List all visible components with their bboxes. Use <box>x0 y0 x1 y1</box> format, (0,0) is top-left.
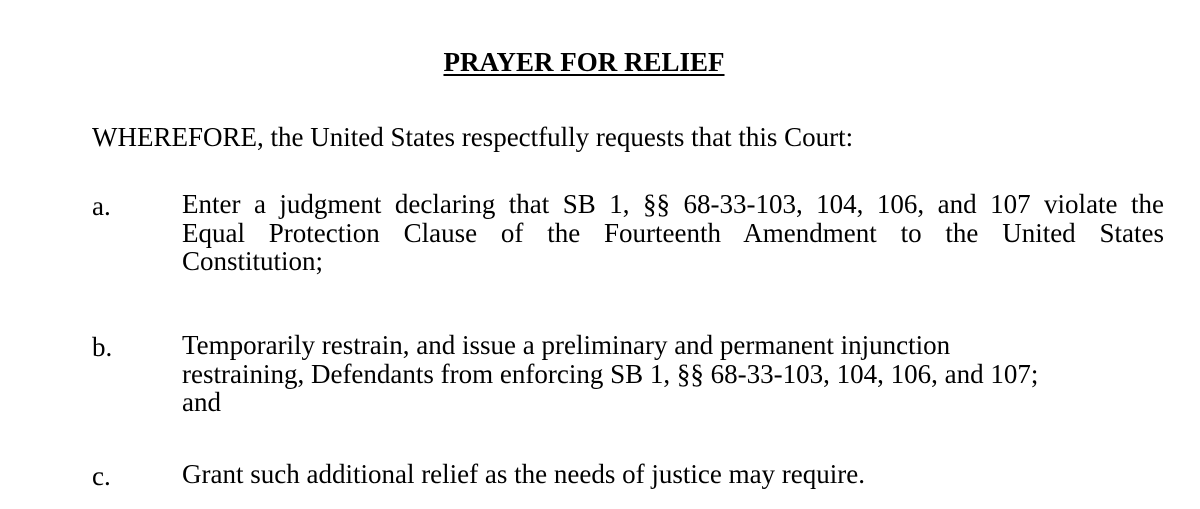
item-text <box>182 190 1164 276</box>
item-text <box>182 331 1164 417</box>
item-text-line: restraining, Defendants from enforcing SB 1, §§ 68-33-103, 104, 106, and 107; <box>182 358 1039 389</box>
item-letter: a. <box>92 191 111 221</box>
item-text-line: Constitution; <box>182 246 324 276</box>
item-letter: c. <box>92 461 111 491</box>
item-letter: b. <box>92 332 113 362</box>
section-heading-text: PRAYER FOR RELIEF <box>443 47 725 77</box>
item-text-line: Grant such additional relief as the needs of justice may require. <box>182 459 866 489</box>
item-text-line: Enter a judgment declaring that SB 1, §§ 68-33-103, 104, 106, and 107 violate the <box>182 189 1164 219</box>
item-text-line: Equal Protection Clause of the Fourteenth Amendment to the United States <box>182 217 1164 248</box>
item-text-line: Temporarily restrain, and issue a preliminary and permanent injunction <box>182 330 951 360</box>
item-text-line: and <box>182 387 221 417</box>
item-text <box>182 460 1164 489</box>
intro-paragraph: WHEREFORE, the United States respectfully requests that this Court: <box>92 122 854 152</box>
section-heading <box>0 46 1168 78</box>
